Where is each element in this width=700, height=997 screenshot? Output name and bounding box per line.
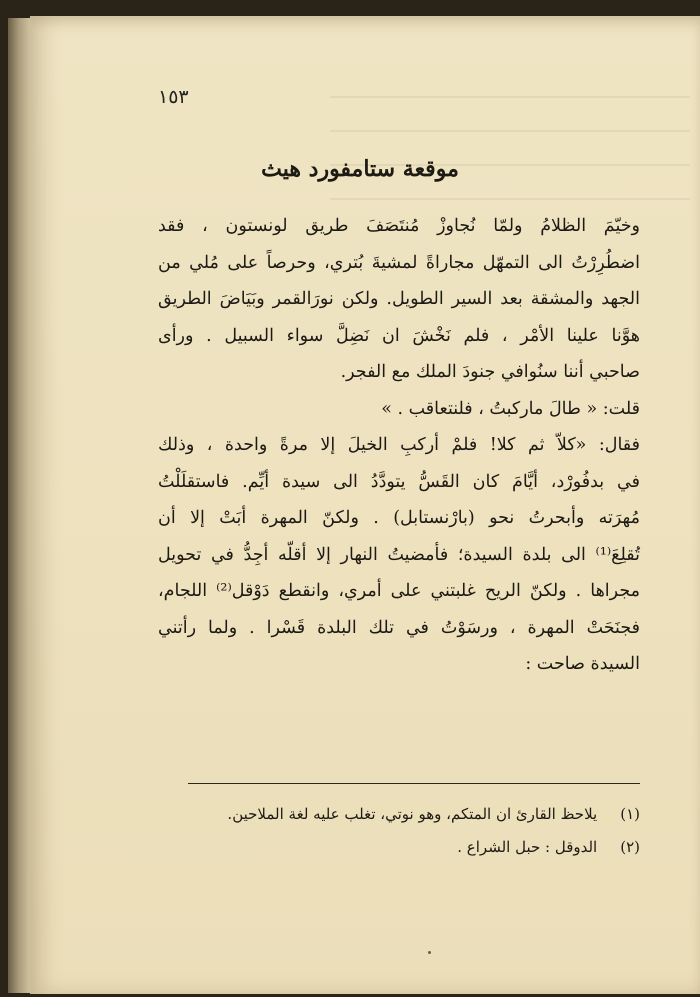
text-line: السيدة صاحت : [525,654,640,674]
footnote-2 [158,831,640,864]
text-line: وخيّمَ الظلامُ ولمّا نُجاوزْ مُنتَصَفَ طريق لونستون ، فقد [158,216,640,236]
ink-speck [428,951,431,954]
footnote-text: الدوقل : حبل الشراع . [457,838,598,856]
text-line: مجراها . ولكنّ الريح غلبتني على أمري، وانقطع دَوْقل⁽²⁾ اللجام، [158,581,640,601]
paragraph-1 [158,208,640,391]
footnotes [158,798,640,864]
footnote-number: (١) [620,805,640,823]
chapter-title: موقعة ستامفورد هيث [261,156,459,182]
body-text [158,208,640,683]
text-line: الجهد والمشقة بعد السير الطويل. ولكن نورَالقمر وبَيَاضَ الطريق [158,289,640,309]
text-line: قلت: « طالَ ماركبتُ ، فلنتعاقب . » [381,398,640,419]
footnote-divider [188,783,640,784]
text-line: مُهرَته وأبحرتُ نحو (بارْنستابل) . ولكنّ المهرة أبَتْ إلا أن [158,508,640,528]
text-line: فقال: «كلاّ ثم كلا! فلمْ أركبِ الخيلَ إلا مرةً واحدة ، وذلك [158,435,640,455]
text-line: فجنَحَتْ المهرة ، ورسَوْتُ في تلك البلدة قَسْرا . ولما رأتني [158,617,640,638]
footnote-1 [158,798,640,831]
text-line: صاحبي أننا سنُوافي جنودَ الملك مع الفجر. [340,362,640,382]
paragraph-3 [158,427,640,683]
footnote-text: يلاحظ القارئ ان المتكم، وهو نوتي، تغلب عليه لغة الملاحين. [227,805,598,823]
text-line: تُقلِعَ⁽¹⁾ الى بلدة السيدة؛ فأمضيتُ النهار إلا أقلّه أجِدُّ في تحويل [158,544,640,565]
page-number: ١٥٣ [158,86,189,108]
paragraph-2 [158,391,640,428]
text-line: في بدفُورْد، أيَّامَ كان القَسُّ يتودَّدُ الى سيدة أيِّم. فاستقلَلْتُ [158,471,640,492]
text-line: اضطُرِرْتُ الى التمهّل مجاراةً لمشيةَ بُتري، وحرصاً على مُلي من [158,252,640,273]
footnote-number: (٢) [620,838,640,856]
text-line: هوَّنا علينا الأمْر ، فلم نَخْشَ ان نَضِلَّ سواء السبيل . ورأى [158,325,640,346]
